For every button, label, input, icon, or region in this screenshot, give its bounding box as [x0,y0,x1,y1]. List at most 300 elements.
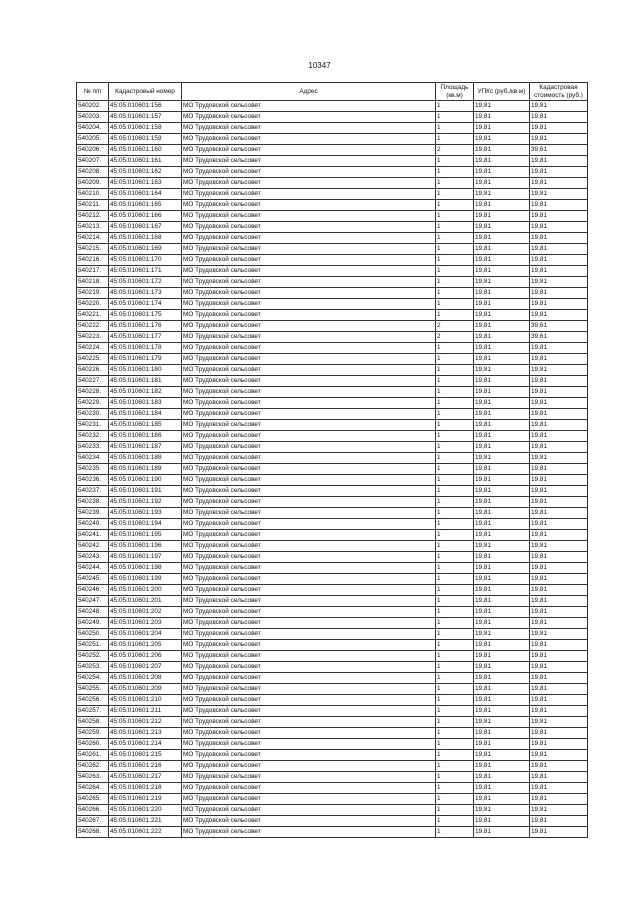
cell-upks: 19,81 [474,816,530,827]
cell-cadastral-value: 19,81 [530,585,588,596]
cell-area: 1 [436,816,474,827]
cell-number: 540242. [77,541,109,552]
cell-cadastral-value: 19,81 [530,134,588,145]
table-row [77,321,588,332]
cell-number: 540263. [77,772,109,783]
cell-area: 1 [436,739,474,750]
cell-upks: 19,81 [474,365,530,376]
table-row [77,376,588,387]
cell-cadastral-number: 45:05:010601:179 [109,354,182,365]
cell-cadastral-number: 45:05:010601:207 [109,662,182,673]
table-row [77,200,588,211]
table-row [77,827,588,838]
cell-number: 540214. [77,233,109,244]
cell-area: 1 [436,167,474,178]
cell-address: МО Трудовской сельсовет [182,596,436,607]
table-row [77,585,588,596]
cell-number: 540230. [77,409,109,420]
table-row [77,607,588,618]
cell-cadastral-value: 19,81 [530,673,588,684]
cell-area: 1 [436,695,474,706]
cell-area: 1 [436,365,474,376]
cell-upks: 19,81 [474,618,530,629]
cell-address: МО Трудовской сельсовет [182,629,436,640]
cell-address: МО Трудовской сельсовет [182,277,436,288]
cell-cadastral-number: 45:05:010601:163 [109,178,182,189]
cell-cadastral-value: 19,81 [530,794,588,805]
cell-address: МО Трудовской сельсовет [182,706,436,717]
cell-address: МО Трудовской сельсовет [182,398,436,409]
table-row [77,772,588,783]
cell-number: 540260. [77,739,109,750]
cell-address: МО Трудовской сельсовет [182,761,436,772]
cell-area: 1 [436,453,474,464]
cell-area: 2 [436,145,474,156]
cell-cadastral-number: 45:05:010601:197 [109,552,182,563]
cell-cadastral-value: 19,81 [530,211,588,222]
cell-upks: 19,81 [474,541,530,552]
cell-address: МО Трудовской сельсовет [182,200,436,211]
cell-number: 540262. [77,761,109,772]
cell-area: 1 [436,508,474,519]
cell-cadastral-value: 19,81 [530,222,588,233]
table-row [77,178,588,189]
cell-cadastral-number: 45:05:010601:164 [109,189,182,200]
cell-number: 540227. [77,376,109,387]
cell-cadastral-number: 45:05:010601:157 [109,112,182,123]
header-area: Площадь (кв.м) [436,83,474,101]
cell-number: 540212. [77,211,109,222]
cell-cadastral-value: 19,81 [530,783,588,794]
cell-upks: 19,81 [474,475,530,486]
table-row [77,277,588,288]
cell-area: 1 [436,728,474,739]
cell-cadastral-number: 45:05:010601:206 [109,651,182,662]
cell-address: МО Трудовской сельсовет [182,244,436,255]
cell-area: 1 [436,266,474,277]
cell-number: 540265. [77,794,109,805]
cell-number: 540239. [77,508,109,519]
cell-upks: 19,81 [474,310,530,321]
table-row [77,211,588,222]
cell-cadastral-number: 45:05:010601:216 [109,761,182,772]
cell-upks: 19,81 [474,255,530,266]
cell-address: МО Трудовской сельсовет [182,332,436,343]
cell-address: МО Трудовской сельсовет [182,519,436,530]
cell-upks: 19,81 [474,486,530,497]
cell-cadastral-value: 19,81 [530,398,588,409]
cell-cadastral-value: 19,81 [530,706,588,717]
cell-cadastral-value: 19,81 [530,420,588,431]
cell-cadastral-number: 45:05:010601:186 [109,431,182,442]
table-row [77,618,588,629]
table-row [77,343,588,354]
cell-cadastral-number: 45:05:010601:188 [109,453,182,464]
cell-cadastral-value: 19,81 [530,178,588,189]
cell-upks: 19,81 [474,156,530,167]
cell-area: 1 [436,541,474,552]
cell-cadastral-value: 19,81 [530,541,588,552]
table-row [77,233,588,244]
cell-number: 540251. [77,640,109,651]
cell-cadastral-number: 45:05:010601:173 [109,288,182,299]
cell-upks: 19,81 [474,299,530,310]
cell-number: 540259. [77,728,109,739]
cell-number: 540267. [77,816,109,827]
cell-address: МО Трудовской сельсовет [182,783,436,794]
cell-area: 1 [436,310,474,321]
cell-cadastral-number: 45:05:010601:210 [109,695,182,706]
cell-address: МО Трудовской сельсовет [182,497,436,508]
cell-number: 540229. [77,398,109,409]
cell-cadastral-value: 19,81 [530,310,588,321]
cell-cadastral-value: 19,81 [530,695,588,706]
cell-upks: 19,81 [474,420,530,431]
table-row [77,640,588,651]
cell-number: 540257. [77,706,109,717]
cell-number: 540256. [77,695,109,706]
cell-area: 1 [436,178,474,189]
table-row [77,189,588,200]
cell-cadastral-value: 19,81 [530,244,588,255]
cell-number: 540231. [77,420,109,431]
cell-address: МО Трудовской сельсовет [182,145,436,156]
cell-cadastral-value: 19,81 [530,772,588,783]
cell-address: МО Трудовской сельсовет [182,420,436,431]
cell-cadastral-value: 19,81 [530,486,588,497]
cell-upks: 19,81 [474,134,530,145]
cell-cadastral-value: 19,81 [530,255,588,266]
cell-address: МО Трудовской сельсовет [182,453,436,464]
cell-area: 1 [436,585,474,596]
cell-area: 1 [436,706,474,717]
header-address: Адрес [182,83,436,101]
cell-number: 540228. [77,387,109,398]
cell-area: 1 [436,354,474,365]
table-row [77,266,588,277]
cell-address: МО Трудовской сельсовет [182,266,436,277]
cell-number: 540225. [77,354,109,365]
cell-cadastral-value: 19,81 [530,750,588,761]
cell-upks: 19,81 [474,761,530,772]
cell-number: 540252. [77,651,109,662]
table-row [77,750,588,761]
cell-area: 1 [436,662,474,673]
cell-area: 1 [436,475,474,486]
cell-cadastral-number: 45:05:010601:183 [109,398,182,409]
cell-number: 540204. [77,123,109,134]
cell-cadastral-number: 45:05:010601:162 [109,167,182,178]
cell-cadastral-value: 19,81 [530,442,588,453]
cell-cadastral-value: 19,81 [530,805,588,816]
table-row [77,497,588,508]
cell-number: 540217. [77,266,109,277]
cell-area: 1 [436,596,474,607]
cell-cadastral-number: 45:05:010601:208 [109,673,182,684]
cell-cadastral-value: 19,81 [530,266,588,277]
cell-address: МО Трудовской сельсовет [182,134,436,145]
header-cadastral-value: Кадастровая стоимость (руб.) [530,83,588,101]
cell-cadastral-number: 45:05:010601:166 [109,211,182,222]
table-row [77,816,588,827]
cell-cadastral-value: 19,81 [530,651,588,662]
cell-address: МО Трудовской сельсовет [182,695,436,706]
table-row [77,684,588,695]
cell-cadastral-number: 45:05:010601:190 [109,475,182,486]
table-row [77,651,588,662]
cell-upks: 19,81 [474,530,530,541]
cell-address: МО Трудовской сельсовет [182,684,436,695]
cell-number: 540254. [77,673,109,684]
table-row [77,244,588,255]
cell-cadastral-value: 19,81 [530,607,588,618]
cell-area: 1 [436,464,474,475]
cell-address: МО Трудовской сельсовет [182,574,436,585]
cell-number: 540215. [77,244,109,255]
cell-upks: 19,81 [474,739,530,750]
cell-upks: 19,81 [474,607,530,618]
cell-area: 1 [436,134,474,145]
cell-cadastral-number: 45:05:010601:196 [109,541,182,552]
cell-cadastral-number: 45:05:010601:191 [109,486,182,497]
cell-cadastral-number: 45:05:010601:205 [109,640,182,651]
header-upks: УПКс (руб./кв.м) [474,83,530,101]
table-row [77,112,588,123]
cell-area: 1 [436,277,474,288]
cell-area: 1 [436,618,474,629]
table-row [77,541,588,552]
cell-cadastral-value: 19,81 [530,574,588,585]
cell-area: 1 [436,772,474,783]
cell-area: 1 [436,211,474,222]
table-row [77,629,588,640]
cell-cadastral-value: 19,81 [530,123,588,134]
cell-address: МО Трудовской сельсовет [182,640,436,651]
cell-area: 1 [436,244,474,255]
cell-area: 1 [436,552,474,563]
cell-upks: 19,81 [474,629,530,640]
cell-area: 1 [436,530,474,541]
cell-upks: 19,81 [474,519,530,530]
cell-upks: 19,81 [474,805,530,816]
cell-upks: 19,81 [474,244,530,255]
table-row [77,717,588,728]
cell-cadastral-number: 45:05:010601:199 [109,574,182,585]
cell-upks: 19,81 [474,145,530,156]
cell-cadastral-number: 45:05:010601:177 [109,332,182,343]
cell-area: 1 [436,222,474,233]
cell-cadastral-number: 45:05:010601:202 [109,607,182,618]
cell-cadastral-number: 45:05:010601:200 [109,585,182,596]
cell-number: 540205. [77,134,109,145]
table-row [77,805,588,816]
cell-upks: 19,81 [474,211,530,222]
cell-number: 540211. [77,200,109,211]
cell-cadastral-value: 19,81 [530,508,588,519]
cell-cadastral-value: 19,81 [530,431,588,442]
table-row [77,783,588,794]
cell-cadastral-value: 19,81 [530,497,588,508]
cell-cadastral-number: 45:05:010601:184 [109,409,182,420]
cell-address: МО Трудовской сельсовет [182,816,436,827]
cell-number: 540207. [77,156,109,167]
cell-area: 1 [436,200,474,211]
cell-area: 1 [436,761,474,772]
cell-upks: 19,81 [474,827,530,838]
cell-area: 1 [436,409,474,420]
cell-upks: 19,81 [474,585,530,596]
cell-upks: 19,81 [474,233,530,244]
cell-upks: 19,81 [474,123,530,134]
cell-area: 1 [436,420,474,431]
cell-area: 1 [436,629,474,640]
cell-upks: 19,81 [474,552,530,563]
cell-area: 1 [436,805,474,816]
cell-address: МО Трудовской сельсовет [182,387,436,398]
cell-cadastral-number: 45:05:010601:180 [109,365,182,376]
cell-area: 1 [436,574,474,585]
cell-area: 1 [436,783,474,794]
cell-address: МО Трудовской сельсовет [182,563,436,574]
table-row [77,167,588,178]
cell-number: 540258. [77,717,109,728]
table-row [77,145,588,156]
cell-cadastral-value: 19,81 [530,376,588,387]
cell-upks: 19,81 [474,464,530,475]
cell-number: 540238. [77,497,109,508]
cell-upks: 19,81 [474,706,530,717]
cell-address: МО Трудовской сельсовет [182,772,436,783]
table-row [77,332,588,343]
cell-number: 540232. [77,431,109,442]
cell-cadastral-number: 45:05:010601:213 [109,728,182,739]
cell-upks: 19,81 [474,453,530,464]
cell-cadastral-value: 19,81 [530,552,588,563]
cell-area: 1 [436,673,474,684]
cell-cadastral-value: 19,81 [530,761,588,772]
cell-cadastral-number: 45:05:010601:203 [109,618,182,629]
cell-number: 540261. [77,750,109,761]
cell-cadastral-value: 19,81 [530,662,588,673]
cell-cadastral-number: 45:05:010601:185 [109,420,182,431]
cell-area: 1 [436,123,474,134]
cell-cadastral-number: 45:05:010601:209 [109,684,182,695]
cell-upks: 19,81 [474,332,530,343]
cell-upks: 19,81 [474,376,530,387]
table-row [77,453,588,464]
cell-cadastral-value: 19,81 [530,112,588,123]
cell-upks: 19,81 [474,431,530,442]
cell-upks: 19,81 [474,794,530,805]
cell-cadastral-value: 19,81 [530,189,588,200]
table-row [77,156,588,167]
cell-cadastral-value: 19,81 [530,717,588,728]
cell-number: 540203. [77,112,109,123]
cell-address: МО Трудовской сельсовет [182,365,436,376]
cell-cadastral-value: 19,81 [530,365,588,376]
cell-cadastral-number: 45:05:010601:211 [109,706,182,717]
cell-address: МО Трудовской сельсовет [182,827,436,838]
cell-address: МО Трудовской сельсовет [182,123,436,134]
cell-address: МО Трудовской сельсовет [182,728,436,739]
cell-upks: 19,81 [474,783,530,794]
cell-address: МО Трудовской сельсовет [182,607,436,618]
table-row [77,409,588,420]
cell-number: 540236. [77,475,109,486]
table-row [77,134,588,145]
table-row [77,475,588,486]
cell-upks: 19,81 [474,497,530,508]
cell-area: 1 [436,794,474,805]
cell-upks: 19,81 [474,178,530,189]
cell-upks: 19,81 [474,288,530,299]
cell-cadastral-number: 45:05:010601:178 [109,343,182,354]
cell-cadastral-value: 19,81 [530,101,588,112]
cell-cadastral-number: 45:05:010601:165 [109,200,182,211]
table-row [77,673,588,684]
cell-area: 1 [436,717,474,728]
table-row [77,365,588,376]
cell-upks: 19,81 [474,354,530,365]
cell-cadastral-value: 19,81 [530,464,588,475]
table-row [77,354,588,365]
cell-number: 540213. [77,222,109,233]
cell-address: МО Трудовской сельсовет [182,739,436,750]
cell-number: 540243. [77,552,109,563]
page-number: 10347 [308,61,331,70]
cell-cadastral-number: 45:05:010601:192 [109,497,182,508]
cell-address: МО Трудовской сельсовет [182,805,436,816]
cell-cadastral-value: 19,81 [530,596,588,607]
table-row [77,530,588,541]
table-row [77,706,588,717]
cell-area: 2 [436,321,474,332]
cell-area: 1 [436,233,474,244]
cell-address: МО Трудовской сельсовет [182,101,436,112]
cell-upks: 19,81 [474,442,530,453]
cell-cadastral-number: 45:05:010601:195 [109,530,182,541]
cell-number: 540210. [77,189,109,200]
cell-number: 540209. [77,178,109,189]
cell-cadastral-number: 45:05:010601:204 [109,629,182,640]
cell-cadastral-value: 19,81 [530,343,588,354]
cell-area: 1 [436,519,474,530]
cell-upks: 19,81 [474,750,530,761]
cell-cadastral-number: 45:05:010601:170 [109,255,182,266]
cell-upks: 19,81 [474,684,530,695]
cell-number: 540249. [77,618,109,629]
cell-address: МО Трудовской сельсовет [182,112,436,123]
cell-address: МО Трудовской сельсовет [182,464,436,475]
cell-cadastral-number: 45:05:010601:221 [109,816,182,827]
table-row [77,222,588,233]
cell-cadastral-value: 19,81 [530,816,588,827]
cell-area: 1 [436,189,474,200]
cell-address: МО Трудовской сельсовет [182,530,436,541]
cell-number: 540226. [77,365,109,376]
cell-upks: 19,81 [474,200,530,211]
cell-area: 1 [436,156,474,167]
cell-number: 540245. [77,574,109,585]
cell-cadastral-value: 19,81 [530,728,588,739]
cell-upks: 19,81 [474,266,530,277]
cell-address: МО Трудовской сельсовет [182,409,436,420]
cell-upks: 19,81 [474,343,530,354]
cell-cadastral-value: 19,81 [530,156,588,167]
cell-area: 1 [436,640,474,651]
cell-upks: 19,81 [474,167,530,178]
cell-address: МО Трудовской сельсовет [182,651,436,662]
